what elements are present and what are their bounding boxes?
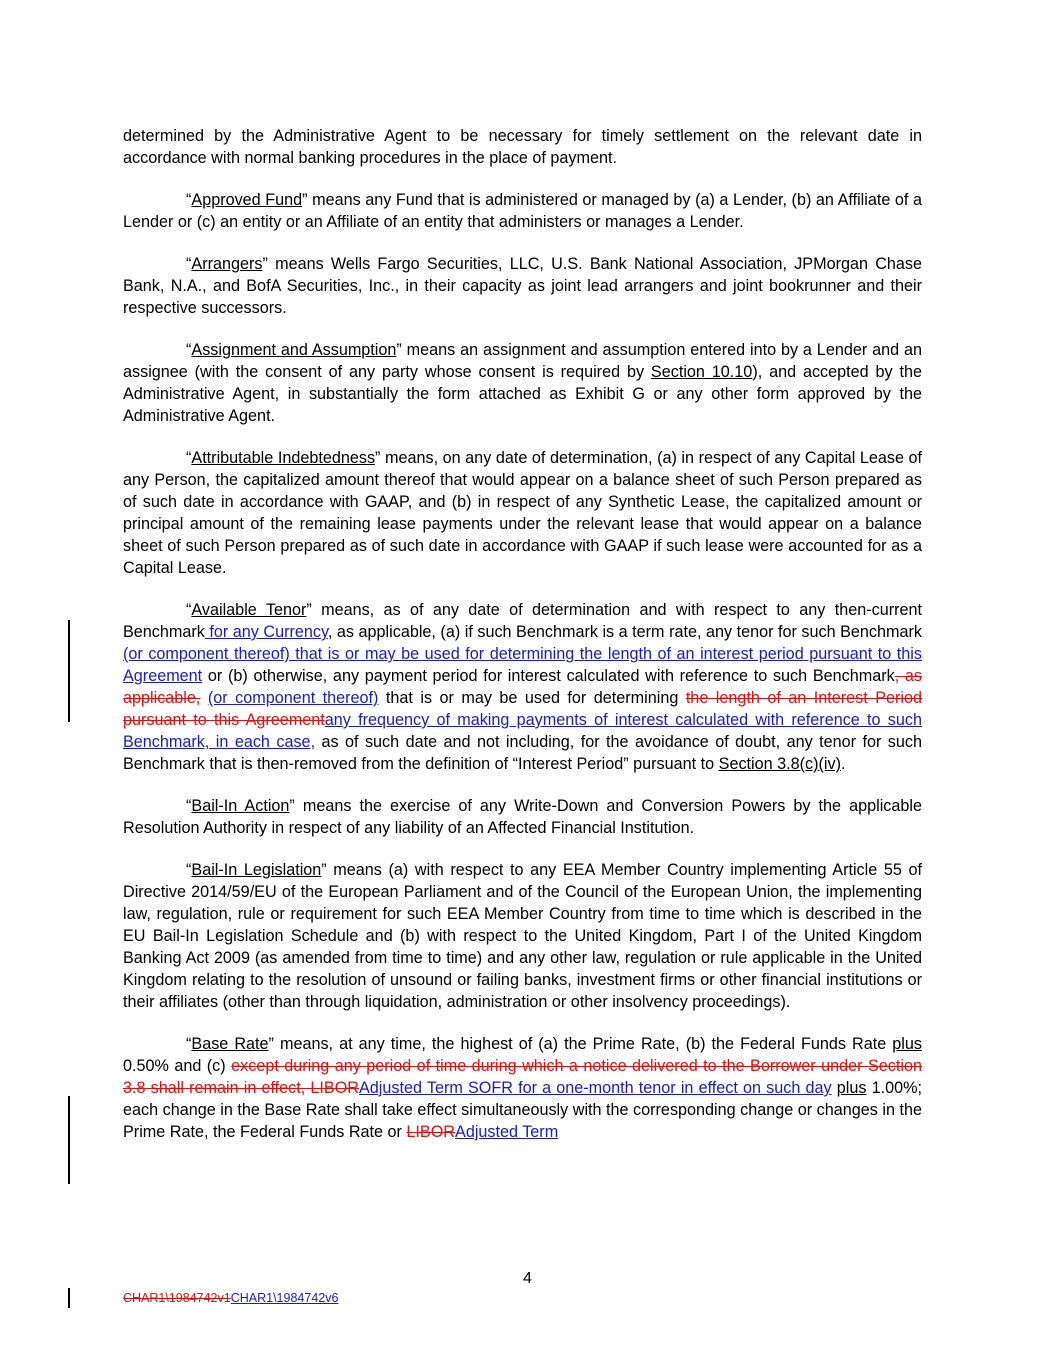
deleted-section-reference: Section 3.8 [123,1057,922,1097]
definition-base-rate: “Base Rate” means, at any time, the highest of (a) the Prime Rate, (b) the Federal Funds Rate plus 0.50% and (c) except during any period of time during which a notice delivered to the Borrower under Section 3.8 shall remain in effect, LIBORAdjusted Term SOFR for a one-month tenor in effect on such day plus 1.00%; each change in the Base Rate shall take effect simultaneously with the corresponding change or changes in the Prime Rate, the Federal Funds Rate or LIBORAdjusted Term [123,1035,923,1141]
defined-term: Bail-In Action [191,797,290,815]
paragraph-continuation: determined by the Administrative Agent to be necessary for timely settlement on the relevant date in accordance with normal banking procedures in the place of payment. [123,127,922,167]
defined-term: Assignment and Assumption [191,341,397,359]
document-id-old: CHAR1\1984742v1 [123,1291,231,1305]
definition-bail-in-legislation: “Bail-In Legislation” means (a) with respect to any EEA Member Country implementing Article 55 of Directive 2014/59/EU of the European Parliament and of the Council of the European Union, the implementing law, regulation, rule or requirement for such EEA Member Country from time to time which is described in the EU Bail-In Legislation Schedule and (b) with respect to the United Kingdom, Part I of the United Kingdom Banking Act 2009 (as amended from time to time) and any other law, regulation or rule applicable in the United Kingdom relating to the resolution of unsound or failing banks, investment firms or other financial institutions or their affiliates (other than through liquidation, administration or other insolvency proceedings). [123,861,922,1011]
inserted-text: any frequency of making payments of interest calculated with reference to such Benchmark, in each case, [123,711,923,751]
definition-approved-fund: “Approved Fund” means any Fund that is administered or managed by (a) a Lender, (b) an Affiliate of a Lender or (c) an entity or an Affiliate of an entity that administers or manages a Lender. [123,191,922,231]
plus-term: plus [892,1035,922,1053]
plus-term: plus [836,1079,867,1097]
defined-term: Base Rate [191,1035,269,1053]
definition-arrangers: “Arrangers” means Wells Fargo Securities, LLC, U.S. Bank National Association, JPMorgan Chase Bank, N.A., and BofA Securities, Inc., in their capacity as joint lead arrangers and joint bookrunner and their respective successors. [123,255,922,317]
section-reference: Section 10.10 [650,363,753,381]
document-id-footer [123,1289,338,1307]
deleted-text: except during any period of time during which a notice delivered to the Borrower under [231,1057,868,1075]
deleted-text: the length of an Interest Period pursuant to this Agreement [123,689,922,729]
change-bar-available-tenor [68,620,70,722]
inserted-text: for any Currency [204,623,328,641]
definition-available-tenor: “Available Tenor” means, as of any date of determination and with respect to any then-current Benchmark for any Currency, as applicable, (a) if such Benchmark is a term rate, any tenor for such Benchmark (or component thereof) that is or may be used for determining the length of an interest period pursuant to this Agreement or (b) otherwise, any payment period for interest calculated with reference to such Benchmark, as applicable, (or component thereof) that is or may be used for determining the length of an Interest Period pursuant to this Agreementany frequency of making payments of interest calculated with reference to such Benchmark, in each case, as of such date and not including, for the avoidance of doubt, any tenor for such Benchmark that is then-removed from the definition of “Interest Period” pursuant to Section 3.8(c)(iv). [123,601,923,773]
deleted-text: , as applicable, [123,667,923,707]
inserted-text: Adjusted Term [455,1123,559,1141]
document-id-new: CHAR1\1984742v6 [230,1291,339,1305]
deleted-text: LIBOR [406,1123,456,1141]
defined-term: Bail-In Legislation [191,861,322,879]
definition-assignment-and-assumption: “Assignment and Assumption” means an assignment and assumption entered into by a Lender and an assignee (with the consent of any party whose consent is required by Section 10.10), and accepted by the Administrative Agent, in substantially the form attached as Exhibit G or any other form approved by the Administrative Agent. [123,341,923,425]
definition-bail-in-action: “Bail-In Action” means the exercise of any Write-Down and Conversion Powers by the applicable Resolution Authority in respect of any liability of an Affected Financial Institution. [123,797,922,837]
document-page [123,125,922,1143]
defined-term: Attributable Indebtedness [191,449,376,467]
page-number: 4 [523,1270,532,1287]
inserted-text: (or component thereof) [207,689,379,707]
section-reference: Section 3.8(c)(iv) [718,755,841,773]
defined-term: Available Tenor [191,601,307,619]
definition-attributable-indebtedness: “Attributable Indebtedness” means, on any date of determination, (a) in respect of any Capital Lease of any Person, the capitalized amount thereof that would appear on a balance sheet of such Person prepared as of such date in accordance with GAAP, and (b) in respect of any Synthetic Lease, the capitalized amount or principal amount of the remaining lease payments under the relevant lease that would appear on a balance sheet of such Person prepared as of such date in accordance with GAAP if such lease were accounted for as a Capital Lease. [123,449,923,577]
deleted-text: shall remain in effect, LIBOR [145,1079,359,1097]
defined-term: Arrangers [191,255,263,273]
inserted-text: Adjusted Term SOFR for a one-month tenor in effect on such day [359,1079,832,1097]
change-bar-base-rate [68,1096,70,1184]
change-bar-doc-id [68,1288,70,1308]
defined-term: Approved Fund [191,191,303,209]
inserted-text: (or component thereof) that is or may be used for determining the length of an interest period pursuant to this Agreement [123,645,922,685]
